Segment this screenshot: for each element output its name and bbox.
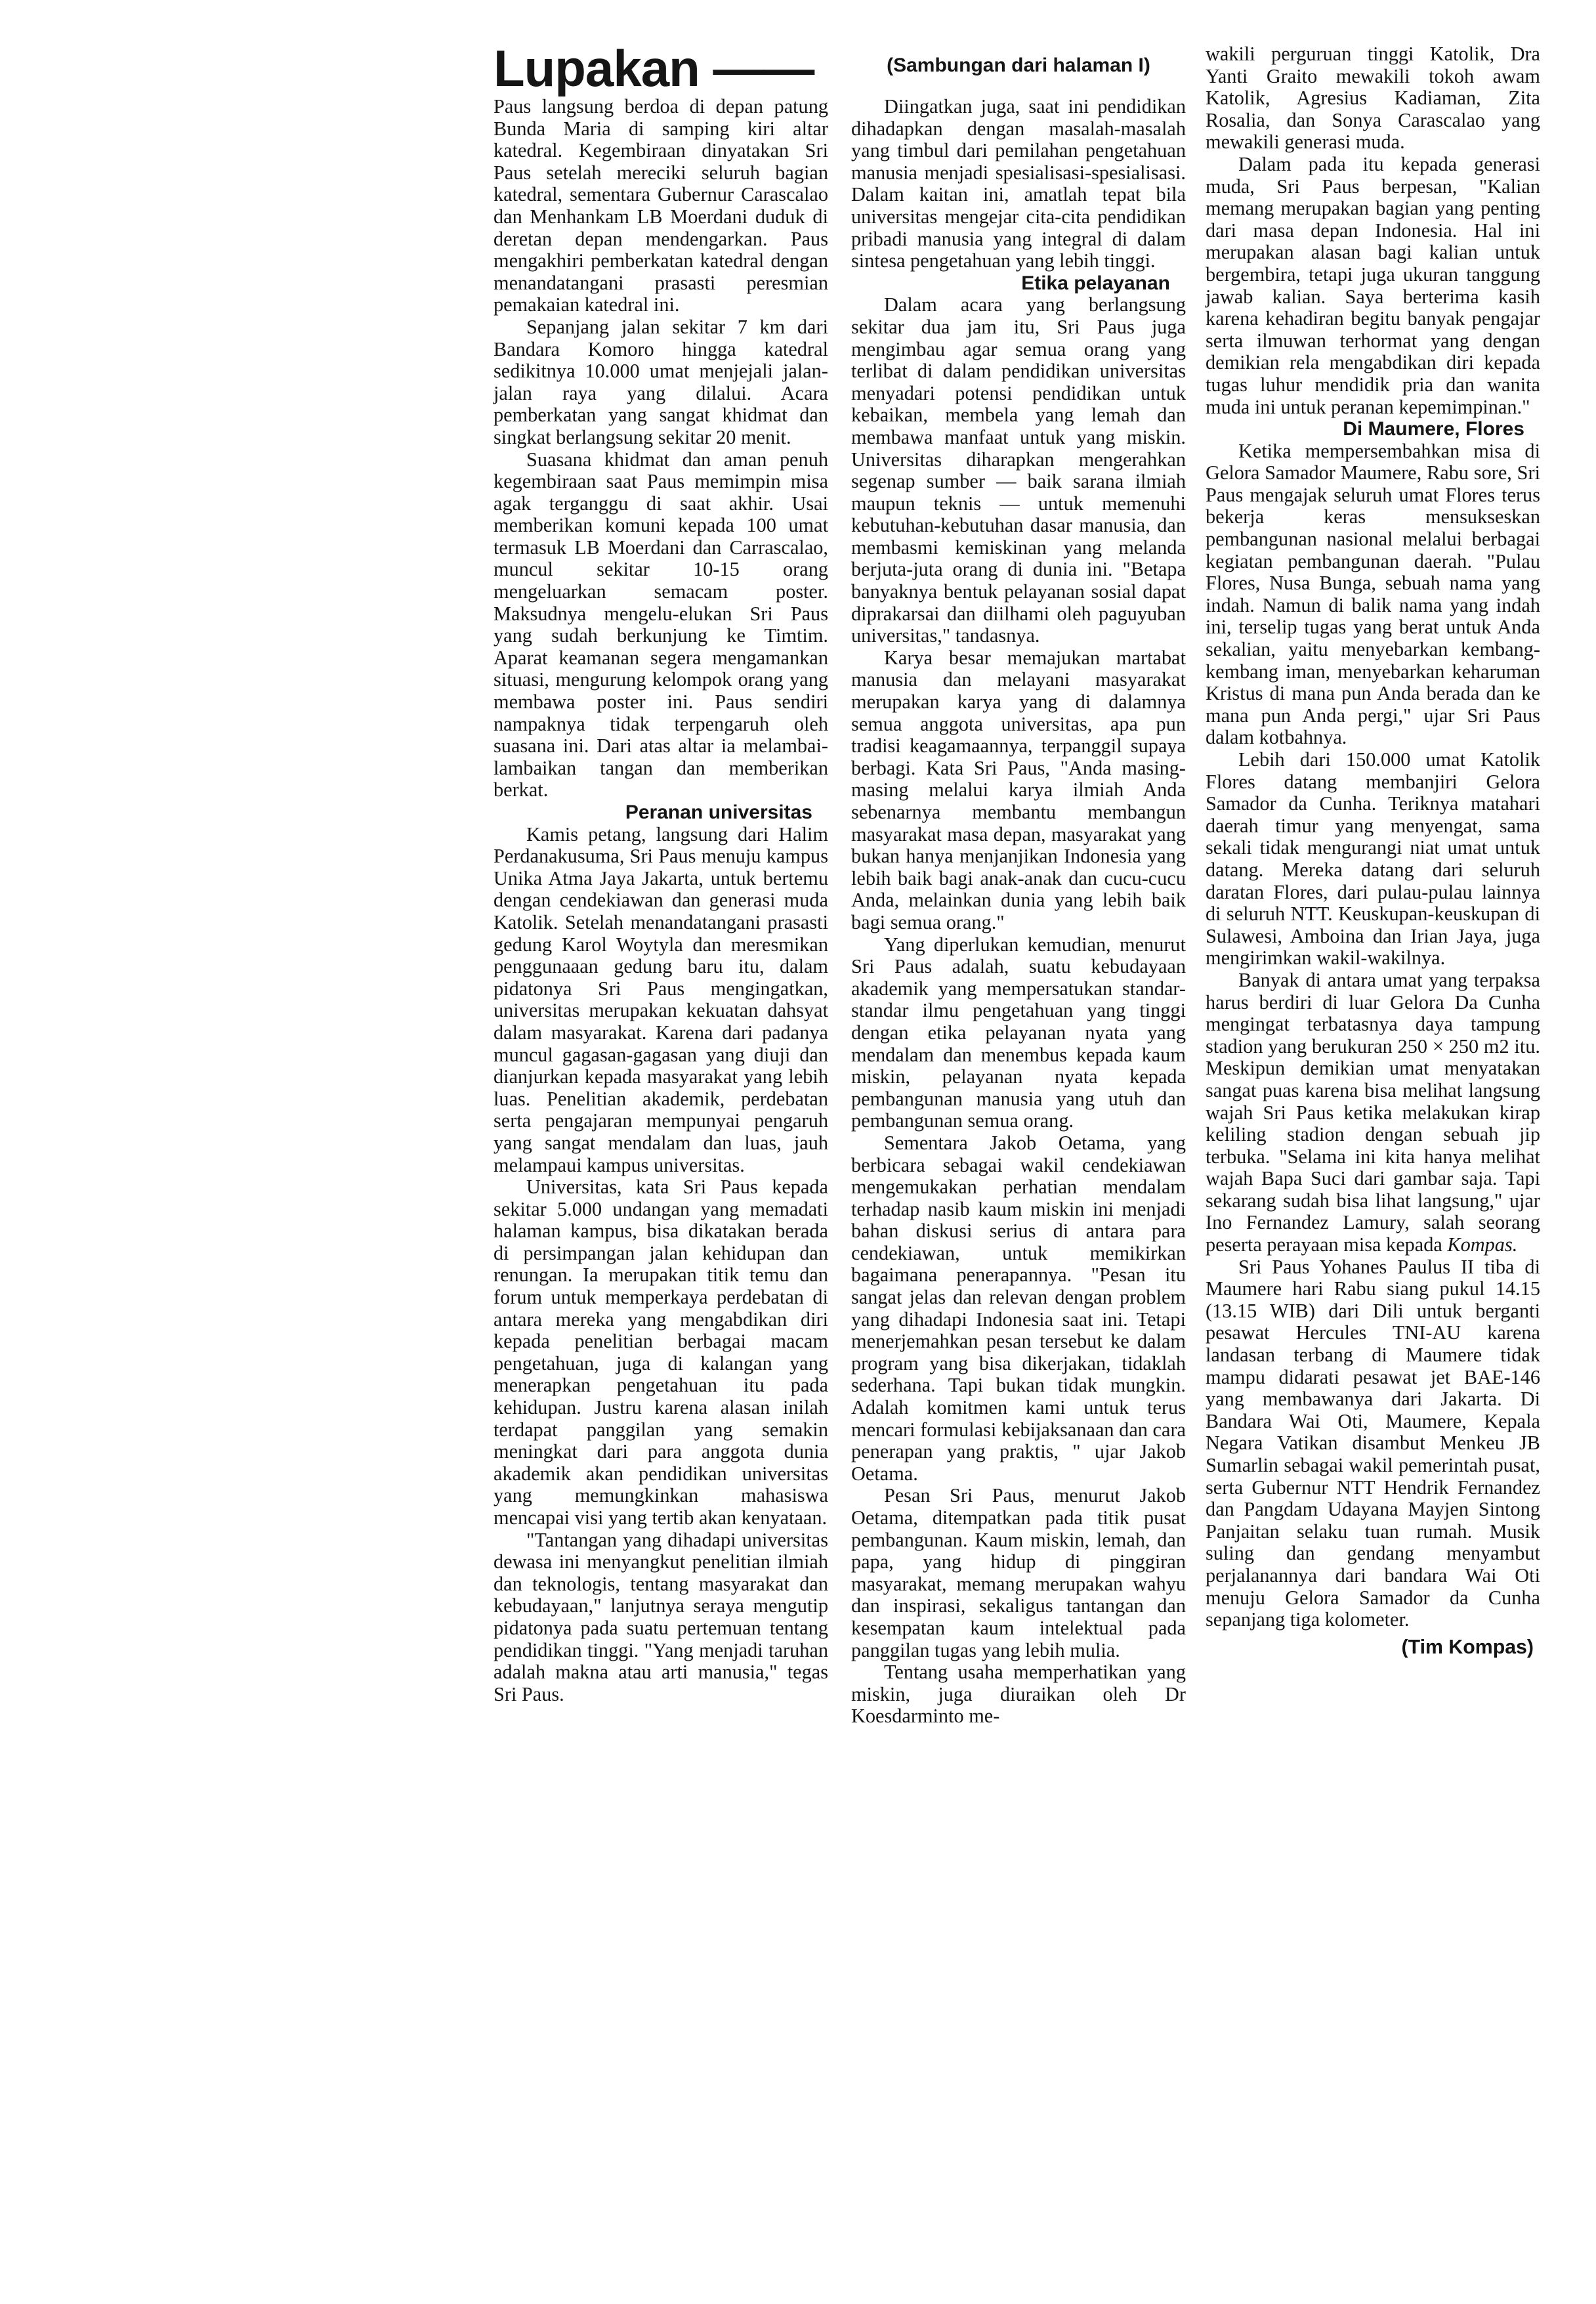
headline: Lupakan ——	[494, 39, 814, 97]
article-column-2	[851, 96, 1186, 1728]
source-name: Kompas.	[1447, 1233, 1518, 1256]
paragraph: Sri Paus Yohanes Paulus II tiba di Maumere hari Rabu siang pukul 14.15 (13.15 WIB) dari Dili untuk berganti pesawat Hercules TNI-AU karena landasan terbang di Maumere tidak mampu didarati pesawat jet BAE-146 yang membawanya dari Jakarta. Di Bandara Wai Oti, Maumere, Kepala Negara Vatikan disambut Menkeu JB Sumarlin sebagai wakil pemerintah pusat, serta Gubernur NTT Hendrik Fernandez dan Pangdam Udayana Mayjen Sintong Panjaitan selaku tuan rumah. Musik suling dan gendang menyambut perjalanannya dari bandara Wai Oti menuju Gelora Samador da Cunha sepanjang tiga kolometer.	[1206, 1255, 1540, 1631]
paragraph: Diingatkan juga, saat ini pendidikan dihadapkan dengan masalah-masalah yang timbul dari pemilahan pengetahuan manusia menjadi spesialisasi-spesialisasi. Dalam kaitan ini, amatlah tepat bila universitas mengejar cita-cita pendidikan pribadi manusia yang integral di dalam sintesa pengetahuan yang lebih tinggi.	[851, 95, 1186, 272]
subheading-di-maumere-flores: Di Maumere, Flores	[1343, 418, 1524, 440]
paragraph: Dalam acara yang berlangsung sekitar dua jam itu, Sri Paus juga mengimbau agar semua orang yang terlibat di dalam pendidikan universitas menyadari potensi pendidikan untuk kebaikan, membela yang lemah dan membawa manfaat untuk yang miskin. Universitas diharapkan mengerahkan segenap sumber — baik sarana ilmiah maupun teknis — untuk memenuhi kebutuhan-kebutuhan dasar manusia, dan membasmi kemiskinan yang melanda berjuta-juta orang di dunia ini. "Betapa banyaknya bentuk pelayanan sosial dapat diprakarsai dan diilhami oleh paguyuban universitas," tandasnya.	[851, 293, 1186, 647]
subheading-etika-pelayanan: Etika pelayanan	[1021, 272, 1170, 294]
paragraph: Tentang usaha memperhatikan yang miskin, juga diuraikan oleh Dr Koesdarminto me-	[851, 1661, 1186, 1728]
paragraph: Kamis petang, langsung dari Halim Perdanakusuma, Sri Paus menuju kampus Unika Atma Jaya Jakarta, untuk bertemu dengan cendekiawan dan generasi muda Katolik. Setelah menandatangani prasasti gedung Karol Woytyla dan meresmikan penggunaaan gedung baru itu, dalam pidatonya Sri Paus mengingatkan, universitas merupakan kekuatan dahsyat dalam masyarakat. Karena dari padanya muncul gagasan-gagasan yang diuji dan dianjurkan kepada masyarakat yang lebih luas. Penelitian akademik, perdebatan serta pengajaran mempunyai pengaruh yang sangat mendalam dan luas, jauh melampaui kampus universitas.	[494, 822, 828, 1176]
paragraph: Suasana khidmat dan aman penuh kegembiraan saat Paus memimpin misa agak terganggu di saat akhir. Usai memberikan komuni kepada 100 umat termasuk LB Moerdani dan Carrascalao, muncul sekitar 10-15 orang mengeluarkan semacam poster. Maksudnya mengelu-elukan Sri Paus yang sudah berkunjung ke Timtim. Aparat keamanan segera mengamankan situasi, mengurung kelompok orang yang membawa poster ini. Paus sendiri nampaknya tidak terpengaruh oleh suasana ini. Dari atas altar ia melambai-lambaikan tangan dan memberikan berkat.	[494, 448, 828, 801]
paragraph: Yang diperlukan kemudian, menurut Sri Paus adalah, suatu kebudayaan akademik yang mempersatukan standar-standar ilmu pengetahuan yang tinggi dengan etika pelayanan nyata yang mendalam dan menembus kepada kaum miskin, pelayanan nyata kepada pembangunan manusia yang utuh dan pembangunan semua orang.	[851, 933, 1186, 1132]
paragraph: wakili perguruan tinggi Katolik, Dra Yanti Graito mewakili tokoh awam Katolik, Agresius Kadiaman, Zita Rosalia, dan Sonya Carascalao yang mewakili generasi muda.	[1206, 43, 1540, 154]
paragraph: Paus langsung berdoa di depan patung Bunda Maria di samping kiri altar katedral. Kegembiraan dinyatakan Sri Paus setelah mereciki seluruh bagian katedral, sementara Gubernur Carascalao dan Menhankam LB Moerdani duduk di deretan depan mendengarkan. Paus mengakhiri pemberkatan katedral dengan menandatangani prasasti peresmian pemakaian katedral ini.	[494, 95, 828, 316]
paragraph: Pesan Sri Paus, menurut Jakob Oetama, ditempatkan pada titik pusat pembangunan. Kaum miskin, lemah, dan papa, yang hidup di pinggiran masyarakat, memang merupakan wahyu dan inspirasi, sekaligus tantangan dan kesempatan kaum intelektual pada panggilan tugas yang lebih mulia.	[851, 1484, 1186, 1661]
paragraph: Karya besar memajukan martabat manusia dan melayani masyarakat merupakan karya yang di dalamnya semua anggota universitas, apa pun tradisi keagamaannya, terpanggil supaya berbagi. Kata Sri Paus, "Anda masing-masing melalui karya ilmiah Anda sebenarnya membantu membangun masyarakat masa depan, masyarakat yang bukan hanya menjanjikan Indonesia yang lebih baik bagi anak-anak dan cucu-cucu Anda, melainkan dunia yang lebih baik bagi semua orang."	[851, 646, 1186, 933]
paragraph: Lebih dari 150.000 umat Katolik Flores datang membanjiri Gelora Samador da Cunha. Teriknya matahari daerah timur yang menyengat, sama sekali tidak mengurangi niat umat untuk datang. Mereka datang dari seluruh daratan Flores, dari pulau-pulau lainnya di seluruh NTT. Keuskupan-keuskupan di Sulawesi, Amboina dan Irian Jaya, juga mengirimkan wakil-wakilnya.	[1206, 748, 1540, 970]
paragraph: Dalam pada itu kepada generasi muda, Sri Paus berpesan, "Kalian memang merupakan bagian yang penting dari masa depan Indonesia. Hal ini merupakan alasan bagi kalian untuk bergembira, tetapi juga ukuran tanggung jawab kalian. Saya berterima kasih karena kehadiran begitu banyak pengajar serta ilmuwan terhormat yang dengan demikian rela mengabdikan diri kepada tugas luhur mendidik pria dan wanita muda ini untuk peranan kepemimpinan."	[1206, 152, 1540, 418]
paragraph: Universitas, kata Sri Paus kepada sekitar 5.000 undangan yang memadati halaman kampus, bisa dikatakan berada di persimpangan jalan kehidupan dan renungan. Ia merupakan titik temu dan forum untuk memperkaya perdebatan di antara mereka yang mengabdikan diri kepada penelitian berbagai macam pengetahuan, juga di kalangan yang menerapkan pengetahuan itu pada kehidupan. Justru karena alasan inilah terdapat panggilan yang semakin meningkat dari para anggota dunia akademik akan pendidikan universitas yang memungkinkan mahasiswa mencapai visi yang tertib akan kenyataan.	[494, 1176, 828, 1529]
paragraph: Sementara Jakob Oetama, yang berbicara sebagai wakil cendekiawan mengemukakan perhatian mendalam terhadap nasib kaum miskin ini menjadi bahan diskusi serius di antara para cendekiawan, untuk memikirkan bagaimana penerapannya. "Pesan itu sangat jelas dan relevan dengan problem yang dihadapi Indonesia saat ini. Tetapi menerjemahkan pesan tersebut ke dalam program yang bisa dikerjakan, tidaklah sederhana. Tapi bukan tidak mungkin. Adalah komitmen kami untuk terus mencari formulasi kebijaksanaan dan cara penerapan yang praktis, " ujar Jakob Oetama.	[851, 1131, 1186, 1485]
subheading-peranan-universitas: Peranan universitas	[625, 801, 812, 823]
paragraph: Sepanjang jalan sekitar 7 km dari Bandara Komoro hingga katedral sedikitnya 10.000 umat menjejali jalan-jalan raya yang dilalui. Acara pemberkatan yang sangat khidmat dan singkat berlangsung sekitar 20 menit.	[494, 315, 828, 448]
paragraph	[1206, 970, 1540, 1256]
article-column-3	[1206, 43, 1540, 1658]
continuation-note: (Sambungan dari halaman I)	[887, 54, 1150, 76]
byline: (Tim Kompas)	[1401, 1636, 1534, 1658]
article-column-1	[494, 96, 828, 1705]
paragraph: "Tantangan yang dihadapi universitas dewasa ini menyangkut penelitian ilmiah dan teknologis, tentang masyarakat dan kebudayaan," lanjutnya seraya mengutip pidatonya pada suatu pertemuan tentang pendidikan tinggi. "Yang menjadi taruhan adalah makna atau arti manusia," tegas Sri Paus.	[494, 1528, 828, 1705]
paragraph: Ketika mempersembahkan misa di Gelora Samador Maumere, Rabu sore, Sri Paus mengajak seluruh umat Flores terus bekerja keras mensukseskan pembangunan nasional melalui berbagai kegiatan pembangunan daerah. "Pulau Flores, Nusa Bunga, sebuah nama yang indah. Namun di balik nama yang indah ini, terselip tugas yang berat untuk Anda sekalian, yaitu menyebarkan kembang-kembang iman, menyebarkan keharuman Kristus di mana pun Anda berada dan ke mana pun Anda pergi," ujar Sri Paus dalam kotbahnya.	[1206, 439, 1540, 749]
paragraph-text: Banyak di antara umat yang terpaksa harus berdiri di luar Gelora Da Cunha mengingat terbatasnya daya tampung stadion yang berukuran 250 × 250 m2 itu. Meskipun demikian umat menyatakan sangat puas karena bisa melihat langsung wajah Sri Paus ketika melakukan kirap keliling stadion dengan sebuah jip terbuka. "Selama ini kita hanya melihat wajah Bapa Suci dari gambar saja. Tapi sekarang sudah bisa lihat langsung," ujar Ino Fernandez Lamury, salah seorang peserta perayaan misa kepada	[1206, 968, 1540, 1256]
